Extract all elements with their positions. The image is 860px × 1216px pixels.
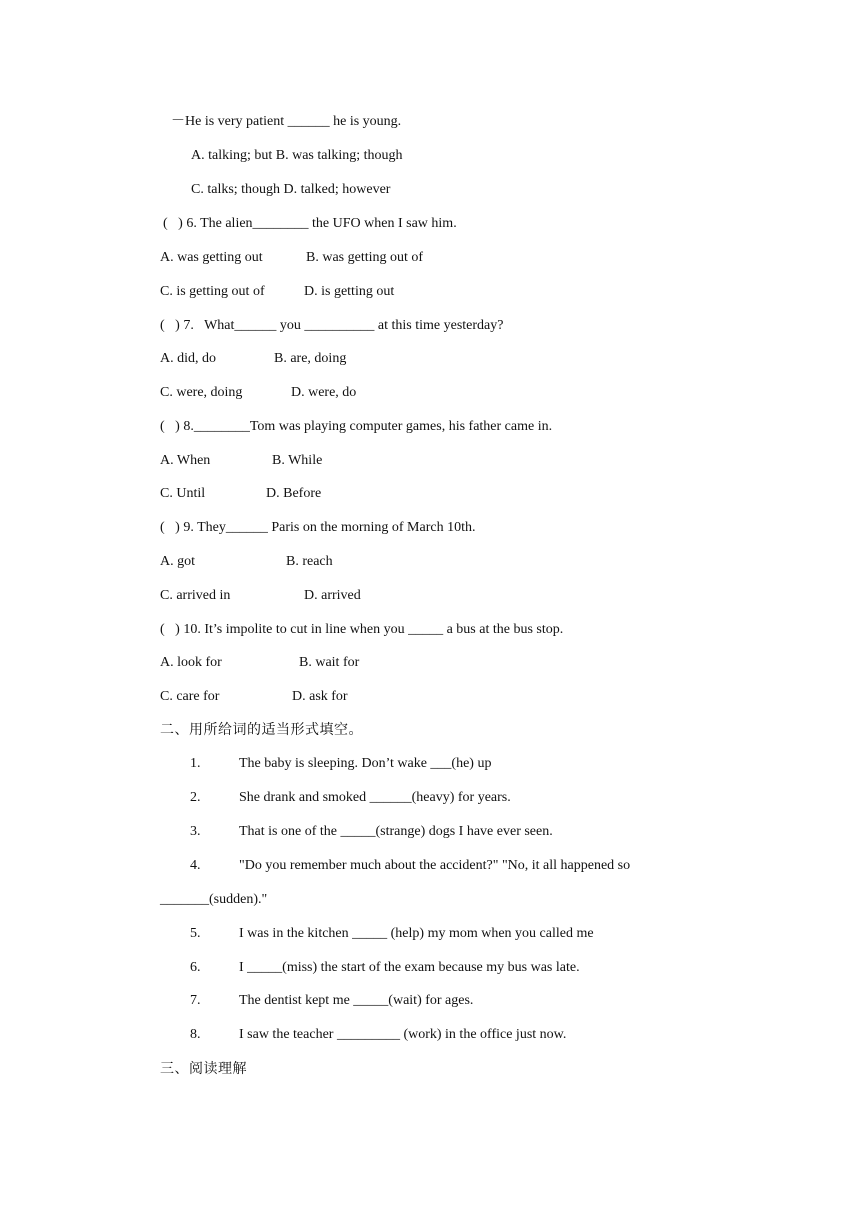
fill-item-text: I saw the teacher _________ (work) in the office just now. <box>239 1027 567 1042</box>
fill-item-number: 4. <box>190 858 201 873</box>
q10-option-a: A. look for <box>160 655 222 670</box>
q5-options-cd: C. talks; though D. talked; however <box>191 182 391 197</box>
q7-option-d: D. were, do <box>291 385 357 400</box>
fill-item-text: The baby is sleeping. Don’t wake ___(he) up <box>239 756 492 771</box>
fill-item-text: That is one of the _____(strange) dogs I have ever seen. <box>239 824 553 839</box>
q10-option-d: D. ask for <box>292 689 348 704</box>
fill-item-text: She drank and smoked ______(heavy) for years. <box>239 790 511 805</box>
q9-stem: ( ) 9. They______ Paris on the morning of March 10th. <box>160 520 476 535</box>
q8-stem: ( ) 8.________Tom was playing computer games, his father came in. <box>160 419 553 434</box>
q8-option-b: B. While <box>272 453 323 468</box>
q7-option-b: B. are, doing <box>274 351 347 366</box>
q9-option-a: A. got <box>160 554 195 569</box>
q5-stem: －He is very patient ______ he is young. <box>171 114 402 129</box>
q6-option-d: D. is getting out <box>304 284 395 299</box>
q8-option-c: C. Until <box>160 486 206 501</box>
q6-stem: ( ) 6. The alien________ the UFO when I saw him. <box>163 216 457 231</box>
section-2-heading: 二、用所给词的适当形式填空。 <box>160 722 363 738</box>
q10-option-b: B. wait for <box>299 655 360 670</box>
fill-item-text: I was in the kitchen _____ (help) my mom when you called me <box>239 926 594 941</box>
fill-item-text: The dentist kept me _____(wait) for ages. <box>239 993 474 1008</box>
fill-item-number: 7. <box>190 993 201 1008</box>
q9-option-b: B. reach <box>286 554 333 569</box>
fill-item-number: 1. <box>190 756 201 771</box>
fill-item-number: 5. <box>190 926 201 941</box>
fill-item-text: "Do you remember much about the accident?" "No, it all happened so <box>239 858 631 873</box>
section-3-heading: 三、阅读理解 <box>160 1061 247 1077</box>
q7-option-c: C. were, doing <box>160 385 243 400</box>
q10-option-c: C. care for <box>160 689 220 704</box>
fill-item-number: 2. <box>190 790 201 805</box>
q7-option-a: A. did, do <box>160 351 216 366</box>
q9-option-d: D. arrived <box>304 588 361 603</box>
fill-item-number: 6. <box>190 960 201 975</box>
q6-option-b: B. was getting out of <box>306 250 424 265</box>
q9-option-c: C. arrived in <box>160 588 231 603</box>
fill-item-number: 8. <box>190 1027 201 1042</box>
q8-option-a: A. When <box>160 453 211 468</box>
q8-option-d: D. Before <box>266 486 322 501</box>
q10-stem: ( ) 10. It’s impolite to cut in line when you _____ a bus at the bus stop. <box>160 622 564 637</box>
fill-item-number: 3. <box>190 824 201 839</box>
q6-option-a: A. was getting out <box>160 250 263 265</box>
q7-stem: ( ) 7. What______ you __________ at this time yesterday? <box>160 318 504 333</box>
fill-item-continuation: _______(sudden)." <box>160 892 268 907</box>
q6-option-c: C. is getting out of <box>160 284 265 299</box>
fill-item-text: I _____(miss) the start of the exam because my bus was late. <box>239 960 580 975</box>
q5-options-ab: A. talking; but B. was talking; though <box>191 148 403 163</box>
